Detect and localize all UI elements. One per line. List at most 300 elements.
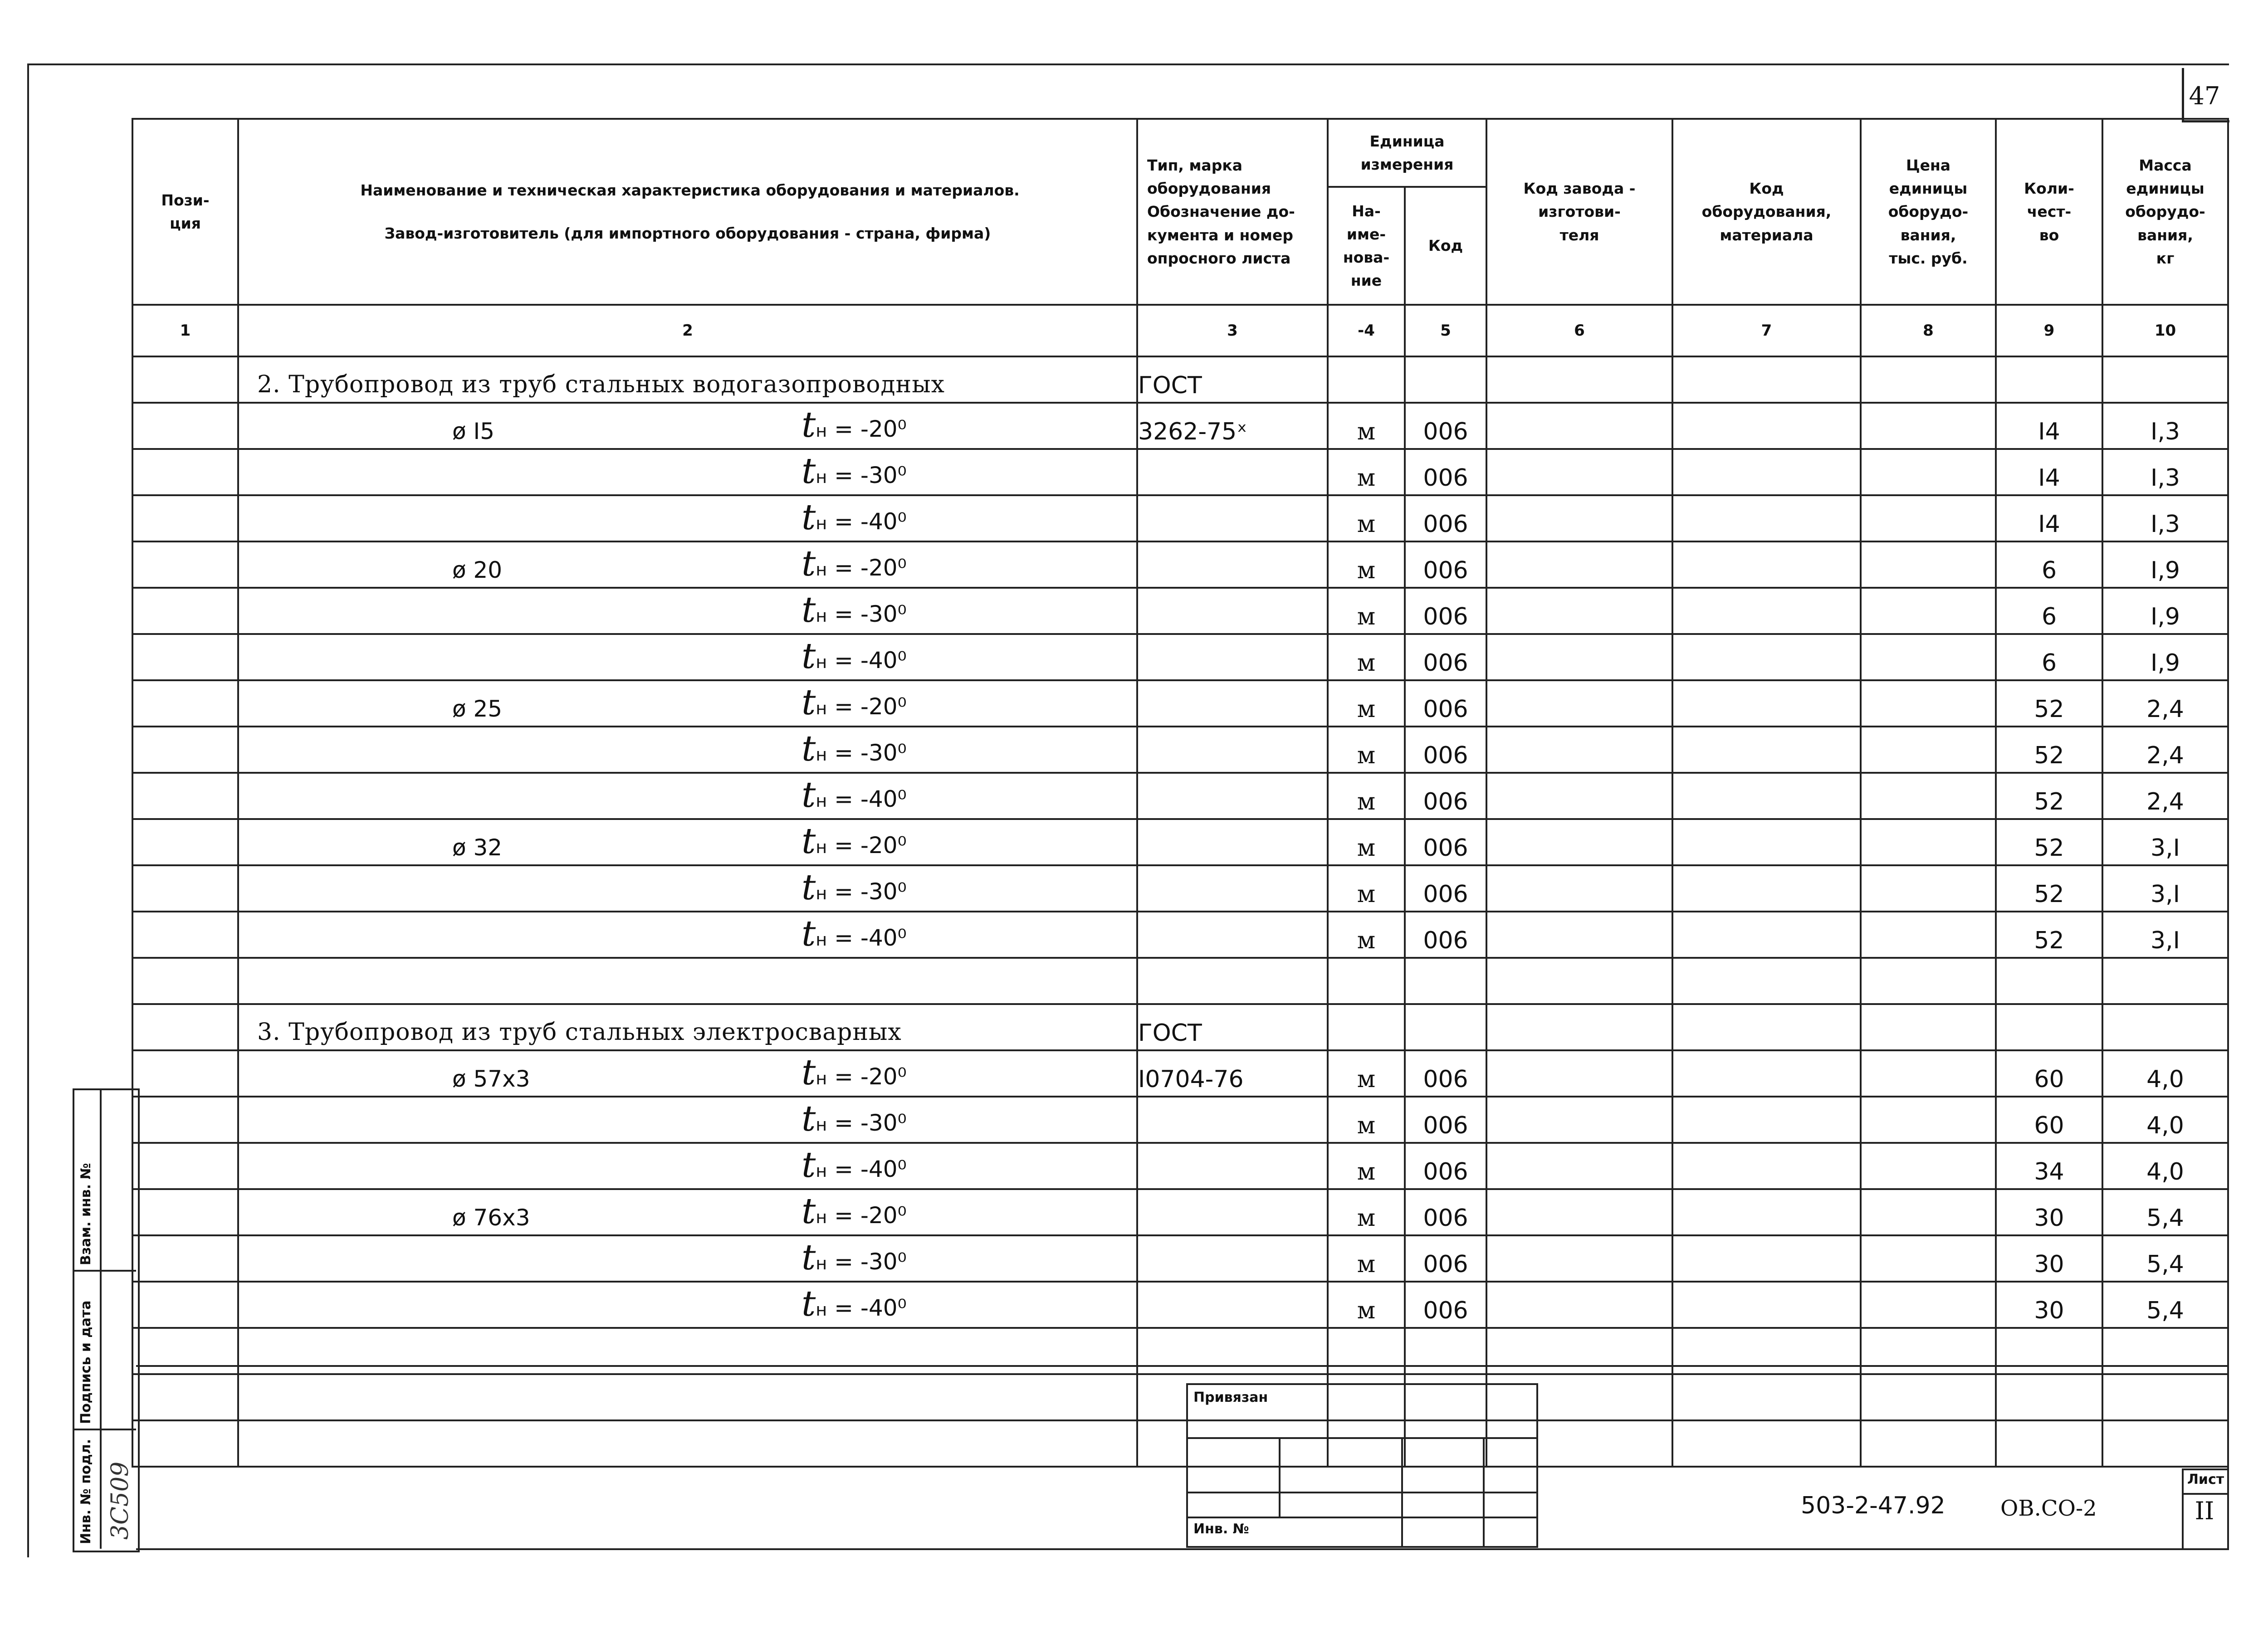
cell-type-document: ГОСТ <box>1137 356 1328 403</box>
cell-unit-code: 006 <box>1405 1050 1486 1097</box>
col-number: 10 <box>2102 305 2228 356</box>
design-temperature <box>802 1145 907 1185</box>
sheet-number: II <box>2195 1497 2214 1525</box>
col-number: 6 <box>1486 305 1672 356</box>
temperature-value: = -20⁰ <box>834 416 907 442</box>
cell-factory-code <box>1486 541 1672 588</box>
cell-unit-code: 006 <box>1405 865 1486 912</box>
cell-type-document <box>1137 912 1328 958</box>
temperature-subscript: н <box>816 745 827 765</box>
cell-unit-price <box>1861 865 1996 912</box>
cell-position <box>132 403 238 449</box>
cell-unit-mass: 3,I <box>2102 865 2228 912</box>
col-number: -4 <box>1328 305 1405 356</box>
cell-unit-mass: 5,4 <box>2102 1189 2228 1235</box>
cell-unit-code: 006 <box>1405 727 1486 773</box>
temperature-subscript: н <box>816 930 827 950</box>
temperature-value: = -30⁰ <box>834 740 907 766</box>
side-label-signature-date: Подпись и дата <box>78 1300 94 1424</box>
cell-unit-code: 006 <box>1405 1143 1486 1189</box>
cell-unit-name <box>1328 958 1405 1004</box>
cell-type-document <box>1137 773 1328 819</box>
cell-equipment-code <box>1672 541 1861 588</box>
cell-unit-code: 006 <box>1405 634 1486 680</box>
pipe-diameter: ø 20 <box>452 557 503 583</box>
table-row <box>132 449 2228 495</box>
cell-position <box>132 819 238 865</box>
cell-equipment-code <box>1672 1097 1861 1143</box>
cell-unit-code: 006 <box>1405 495 1486 541</box>
temperature-subscript: н <box>816 1254 827 1273</box>
cell-factory-code <box>1486 1143 1672 1189</box>
specification-rows <box>132 356 2228 1467</box>
temperature-symbol: t <box>802 405 816 445</box>
cell-position <box>132 1050 238 1097</box>
cell-unit-code: 006 <box>1405 1235 1486 1282</box>
cell-unit-code: 006 <box>1405 449 1486 495</box>
cell-equipment-code <box>1672 819 1861 865</box>
cell-unit-mass: 4,0 <box>2102 1097 2228 1143</box>
side-strip-divider <box>100 1088 102 1549</box>
cell-factory-code <box>1486 773 1672 819</box>
stamp-line <box>1401 1437 1403 1546</box>
cell-equipment-code <box>1672 449 1861 495</box>
cell-position <box>132 1004 238 1050</box>
col-number: 8 <box>1861 305 1996 356</box>
cell-unit-mass: I,3 <box>2102 403 2228 449</box>
cell-unit-price <box>1861 819 1996 865</box>
cell-equipment-code <box>1672 1004 1861 1050</box>
cell-unit-price <box>1861 634 1996 680</box>
cell-quantity: 52 <box>1996 912 2102 958</box>
temperature-value: = -30⁰ <box>834 1249 907 1275</box>
temperature-symbol: t <box>802 775 816 815</box>
cell-unit-code: 006 <box>1405 680 1486 727</box>
cell-unit-name: м <box>1328 1050 1405 1097</box>
cell-name <box>238 541 1137 588</box>
cell-unit-price <box>1861 1004 1996 1050</box>
cell-equipment-code <box>1672 1282 1861 1328</box>
design-temperature <box>802 1191 907 1232</box>
header-position: Пози- ция <box>132 119 238 305</box>
cell-unit-name: м <box>1328 1235 1405 1282</box>
temperature-subscript: н <box>816 467 827 487</box>
cell-unit-mass: I,9 <box>2102 634 2228 680</box>
design-temperature <box>802 821 907 862</box>
temperature-symbol: t <box>802 590 816 630</box>
cell-unit-name: м <box>1328 634 1405 680</box>
cell-unit-name: м <box>1328 588 1405 634</box>
cell-equipment-code <box>1672 773 1861 819</box>
cell-unit-price <box>1861 958 1996 1004</box>
table-row <box>132 1235 2228 1282</box>
cell-unit-price <box>1861 1235 1996 1282</box>
temperature-value: = -20⁰ <box>834 693 907 720</box>
cell-type-document <box>1137 865 1328 912</box>
cell-unit-name: м <box>1328 541 1405 588</box>
table-row <box>132 495 2228 541</box>
cell-type-document <box>1137 727 1328 773</box>
cell-name <box>238 1235 1137 1282</box>
side-label-original-inv: Инв. № подл. <box>78 1439 94 1544</box>
cell-name <box>238 495 1137 541</box>
cell-unit-name: м <box>1328 773 1405 819</box>
temperature-symbol: t <box>802 543 816 584</box>
cell-name <box>238 403 1137 449</box>
cell-type-document <box>1137 1189 1328 1235</box>
cell-unit-name: м <box>1328 403 1405 449</box>
cell-quantity: I4 <box>1996 495 2102 541</box>
cell-unit-price <box>1861 356 1996 403</box>
pipe-diameter: ø 25 <box>452 696 503 722</box>
cell-factory-code <box>1486 1235 1672 1282</box>
temperature-symbol: t <box>802 682 816 723</box>
cell-quantity: 34 <box>1996 1143 2102 1189</box>
cell-quantity: 6 <box>1996 588 2102 634</box>
cell-unit-price <box>1861 588 1996 634</box>
header-unit-name: На- име- нова- ние <box>1328 187 1405 305</box>
side-strip-line <box>73 1270 136 1272</box>
design-temperature <box>802 728 907 769</box>
cell-unit-name: м <box>1328 1143 1405 1189</box>
cell-unit-code: 006 <box>1405 588 1486 634</box>
cell-unit-name: м <box>1328 819 1405 865</box>
cell-unit-price <box>1861 1282 1996 1328</box>
cell-type-document <box>1137 1282 1328 1328</box>
cell-unit-price <box>1861 495 1996 541</box>
temperature-value: = -30⁰ <box>834 462 907 488</box>
table-row <box>132 1004 2228 1050</box>
cell-factory-code <box>1486 1004 1672 1050</box>
table-row <box>132 1189 2228 1235</box>
temperature-subscript: н <box>816 606 827 626</box>
table-row <box>132 958 2228 1004</box>
temperature-subscript: н <box>816 1300 827 1320</box>
temperature-value: = -40⁰ <box>834 1295 907 1321</box>
cell-factory-code <box>1486 1189 1672 1235</box>
table-row <box>132 588 2228 634</box>
cell-factory-code <box>1486 1050 1672 1097</box>
cell-position <box>132 1282 238 1328</box>
table-row <box>132 541 2228 588</box>
cell-factory-code <box>1486 1282 1672 1328</box>
pipe-diameter: ø I5 <box>452 418 495 444</box>
cell-unit-name: м <box>1328 449 1405 495</box>
stamp-title: Привязан <box>1193 1390 1268 1405</box>
cell-quantity: I4 <box>1996 403 2102 449</box>
cell-equipment-code <box>1672 865 1861 912</box>
table-row <box>132 1050 2228 1097</box>
cell-unit-price <box>1861 912 1996 958</box>
cell-type-document <box>1137 588 1328 634</box>
cell-type-document: 3262-75ˣ <box>1137 403 1328 449</box>
cell-type-document: ГОСТ <box>1137 1004 1328 1050</box>
cell-quantity: 6 <box>1996 634 2102 680</box>
cell-unit-mass <box>2102 356 2228 403</box>
pipe-diameter: ø 32 <box>452 834 503 861</box>
header-unit-price: Цена единицы оборудо- вания, тыс. руб. <box>1861 119 1996 305</box>
cell-unit-mass: 2,4 <box>2102 680 2228 727</box>
cell-equipment-code <box>1672 1235 1861 1282</box>
document-subcode: ОВ.СО-2 <box>2000 1496 2097 1521</box>
cell-quantity: 30 <box>1996 1282 2102 1328</box>
cell-type-document <box>1137 449 1328 495</box>
temperature-subscript: н <box>816 560 827 580</box>
cell-unit-mass: I,3 <box>2102 449 2228 495</box>
cell-unit-mass: I,9 <box>2102 588 2228 634</box>
cell-quantity <box>1996 958 2102 1004</box>
cell-position <box>132 727 238 773</box>
header-unit-group: Единица измерения <box>1328 119 1486 187</box>
cell-name <box>238 865 1137 912</box>
cell-equipment-code <box>1672 588 1861 634</box>
cell-position <box>132 634 238 680</box>
header-unit-code: Код <box>1405 187 1486 305</box>
cell-quantity: 60 <box>1996 1097 2102 1143</box>
cell-unit-price <box>1861 773 1996 819</box>
temperature-symbol: t <box>802 1098 816 1139</box>
cell-unit-name <box>1328 356 1405 403</box>
temperature-subscript: н <box>816 883 827 903</box>
temperature-subscript: н <box>816 1115 827 1135</box>
temperature-value: = -40⁰ <box>834 647 907 673</box>
cell-unit-name: м <box>1328 495 1405 541</box>
cell-unit-code <box>1405 356 1486 403</box>
temperature-subscript: н <box>816 1068 827 1088</box>
cell-factory-code <box>1486 449 1672 495</box>
cell-unit-price <box>1861 1189 1996 1235</box>
temperature-value: = -20⁰ <box>834 555 907 581</box>
temperature-subscript: н <box>816 791 827 811</box>
cell-factory-code <box>1486 958 1672 1004</box>
cell-position <box>132 1189 238 1235</box>
cell-name <box>238 1143 1137 1189</box>
cell-unit-name: м <box>1328 1097 1405 1143</box>
temperature-value: = -20⁰ <box>834 1202 907 1229</box>
header-unit-mass: Масса единицы оборудо- вания, кг <box>2102 119 2228 305</box>
cell-name <box>238 680 1137 727</box>
design-temperature <box>802 1283 907 1324</box>
cell-factory-code <box>1486 727 1672 773</box>
cell-quantity: 60 <box>1996 1050 2102 1097</box>
cell-unit-price <box>1861 403 1996 449</box>
col-number: 5 <box>1405 305 1486 356</box>
cell-name <box>238 773 1137 819</box>
temperature-symbol: t <box>802 1283 816 1324</box>
temperature-subscript: н <box>816 698 827 718</box>
cell-position <box>132 541 238 588</box>
cell-equipment-code <box>1672 495 1861 541</box>
design-temperature <box>802 543 907 584</box>
temperature-symbol: t <box>802 913 816 954</box>
stamp-line <box>1279 1437 1281 1517</box>
table-row <box>132 865 2228 912</box>
temperature-symbol: t <box>802 636 816 677</box>
column-numbers-row <box>132 305 2228 356</box>
cell-unit-code: 006 <box>1405 819 1486 865</box>
temperature-value: = -40⁰ <box>834 1156 907 1182</box>
cell-equipment-code <box>1672 912 1861 958</box>
header-equipment-code: Код оборудования, материала <box>1672 119 1861 305</box>
cell-equipment-code <box>1672 634 1861 680</box>
side-strip-line <box>73 1429 136 1430</box>
cell-name <box>238 1189 1137 1235</box>
cell-position <box>132 865 238 912</box>
cell-type-document <box>1137 495 1328 541</box>
cell-name <box>238 449 1137 495</box>
cell-position <box>132 773 238 819</box>
design-temperature <box>802 867 907 908</box>
table-row <box>132 1143 2228 1189</box>
design-temperature <box>802 775 907 815</box>
design-temperature <box>802 1098 907 1139</box>
temperature-symbol: t <box>802 451 816 492</box>
cell-position <box>132 1235 238 1282</box>
temperature-subscript: н <box>816 1207 827 1227</box>
design-temperature <box>802 636 907 677</box>
cell-position <box>132 1143 238 1189</box>
temperature-symbol: t <box>802 1145 816 1185</box>
cell-name <box>238 1004 1137 1050</box>
cell-unit-mass: 2,4 <box>2102 727 2228 773</box>
cell-position <box>132 680 238 727</box>
cell-factory-code <box>1486 495 1672 541</box>
cell-position <box>132 588 238 634</box>
cell-equipment-code <box>1672 958 1861 1004</box>
cell-unit-name: м <box>1328 727 1405 773</box>
cell-name <box>238 819 1137 865</box>
cell-type-document <box>1137 1235 1328 1282</box>
cell-equipment-code <box>1672 403 1861 449</box>
cell-unit-mass: 4,0 <box>2102 1143 2228 1189</box>
cell-equipment-code <box>1672 356 1861 403</box>
table-row <box>132 680 2228 727</box>
cell-unit-code: 006 <box>1405 1189 1486 1235</box>
section-title: 2. Трубопровод из труб стальных водогазопроводных <box>257 371 945 398</box>
cell-quantity <box>1996 1004 2102 1050</box>
cell-quantity: 52 <box>1996 680 2102 727</box>
cell-unit-mass: 5,4 <box>2102 1282 2228 1328</box>
cell-unit-name <box>1328 1004 1405 1050</box>
cell-unit-mass: 3,I <box>2102 819 2228 865</box>
temperature-subscript: н <box>816 513 827 533</box>
cell-unit-name: м <box>1328 680 1405 727</box>
cell-name <box>238 1282 1137 1328</box>
cell-unit-price <box>1861 449 1996 495</box>
cell-type-document <box>1137 634 1328 680</box>
header-quantity: Коли- чест- во <box>1996 119 2102 305</box>
cell-type-document <box>1137 1143 1328 1189</box>
cell-quantity: 52 <box>1996 773 2102 819</box>
cell-quantity: 52 <box>1996 819 2102 865</box>
temperature-symbol: t <box>802 497 816 538</box>
cell-unit-price <box>1861 1097 1996 1143</box>
cell-type-document <box>1137 1097 1328 1143</box>
design-temperature <box>802 451 907 492</box>
stamp-line <box>1483 1437 1485 1546</box>
col-number: 9 <box>1996 305 2102 356</box>
cell-factory-code <box>1486 680 1672 727</box>
cell-unit-code: 006 <box>1405 1097 1486 1143</box>
cell-quantity: 6 <box>1996 541 2102 588</box>
section-title: 3. Трубопровод из труб стальных электросварных <box>257 1019 902 1046</box>
cell-unit-mass <box>2102 958 2228 1004</box>
col-number: 1 <box>132 305 238 356</box>
table-row <box>132 1097 2228 1143</box>
cell-type-document: I0704-76 <box>1137 1050 1328 1097</box>
handwritten-inventory-number: 3С509 <box>107 1461 134 1540</box>
table-row <box>132 356 2228 403</box>
cell-unit-mass: I,9 <box>2102 541 2228 588</box>
linkage-stamp <box>1186 1383 1538 1548</box>
cell-name <box>238 727 1137 773</box>
cell-unit-code: 006 <box>1405 541 1486 588</box>
cell-unit-mass: 3,I <box>2102 912 2228 958</box>
cell-unit-mass <box>2102 1004 2228 1050</box>
design-temperature <box>802 497 907 538</box>
cell-factory-code <box>1486 588 1672 634</box>
temperature-subscript: н <box>816 421 827 441</box>
stamp-inventory-label: Инв. № <box>1193 1521 1249 1537</box>
cell-quantity: 30 <box>1996 1189 2102 1235</box>
cell-position <box>132 449 238 495</box>
pipe-diameter: ø 57x3 <box>452 1066 530 1092</box>
temperature-value: = -20⁰ <box>834 832 907 858</box>
cell-factory-code <box>1486 403 1672 449</box>
cell-type-document <box>1137 680 1328 727</box>
cell-quantity <box>1996 356 2102 403</box>
sheet-label: Лист <box>2187 1472 2224 1488</box>
cell-position <box>132 958 238 1004</box>
cell-position <box>132 356 238 403</box>
cell-factory-code <box>1486 912 1672 958</box>
cell-type-document <box>1137 958 1328 1004</box>
cell-position <box>132 495 238 541</box>
design-temperature <box>802 682 907 723</box>
cell-unit-code <box>1405 958 1486 1004</box>
cell-position <box>132 1097 238 1143</box>
cell-unit-price <box>1861 1050 1996 1097</box>
temperature-subscript: н <box>816 1161 827 1181</box>
temperature-value: = -30⁰ <box>834 601 907 627</box>
temperature-value: = -40⁰ <box>834 508 907 535</box>
temperature-symbol: t <box>802 821 816 862</box>
temperature-value: = -30⁰ <box>834 878 907 905</box>
temperature-value: = -40⁰ <box>834 786 907 812</box>
cell-equipment-code <box>1672 1143 1861 1189</box>
cell-name <box>238 1097 1137 1143</box>
cell-name <box>238 634 1137 680</box>
cell-name <box>238 958 1137 1004</box>
cell-factory-code <box>1486 1097 1672 1143</box>
cell-unit-mass: I,3 <box>2102 495 2228 541</box>
temperature-symbol: t <box>802 1237 816 1278</box>
cell-unit-code <box>1405 1004 1486 1050</box>
cell-unit-code: 006 <box>1405 773 1486 819</box>
table-row <box>132 1282 2228 1328</box>
cell-unit-price <box>1861 680 1996 727</box>
header-type: Тип, марка оборудования Обозначение до- кумента и номер опросного листа <box>1137 119 1328 305</box>
cell-name <box>238 1050 1137 1097</box>
temperature-value: = -30⁰ <box>834 1110 907 1136</box>
temperature-value: = -40⁰ <box>834 925 907 951</box>
specification-table <box>132 118 2229 1468</box>
pipe-diameter: ø 76x3 <box>452 1205 530 1231</box>
table-row <box>132 403 2228 449</box>
cell-factory-code <box>1486 634 1672 680</box>
temperature-symbol: t <box>802 728 816 769</box>
design-temperature <box>802 1052 907 1093</box>
